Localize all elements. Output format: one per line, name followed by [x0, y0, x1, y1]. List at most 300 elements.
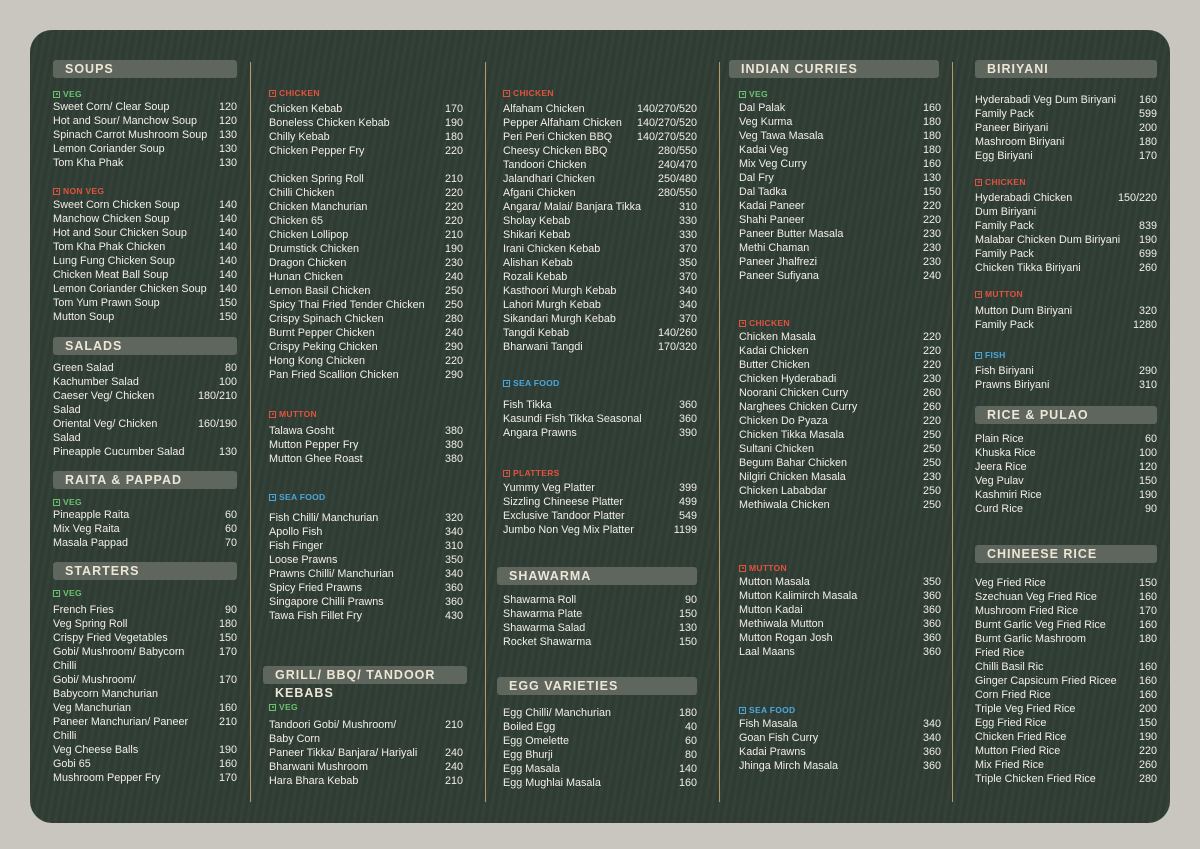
menu-item [53, 536, 237, 550]
menu-item [739, 589, 941, 603]
item-price: 310 [444, 540, 463, 552]
item-name: Paneer Jhalfrezi [739, 256, 818, 268]
item-price: 160 [1138, 675, 1157, 687]
item-price: 220 [922, 345, 941, 357]
item-name: Sweet Corn/ Clear Soup [53, 101, 170, 113]
item-name: Plain Rice [975, 433, 1024, 445]
menu-item [975, 304, 1157, 318]
item-price: 399 [678, 482, 697, 494]
item-price: 240 [922, 270, 941, 282]
item-price: 380 [444, 439, 463, 451]
item-price: 360 [678, 413, 697, 425]
item-name: Triple Veg Fried Rice [975, 703, 1076, 715]
item-name: Egg Bhurji [503, 749, 553, 761]
menu-item-list [269, 424, 463, 466]
item-name: Nilgiri Chicken Masala [739, 471, 846, 483]
menu-item [53, 100, 237, 114]
item-price: 180 [922, 144, 941, 156]
menu-item [739, 227, 941, 241]
item-name: Burnt Garlic Veg Fried Rice [975, 619, 1106, 631]
menu-item [503, 270, 697, 284]
menu-item [739, 717, 941, 731]
item-price: 230 [922, 242, 941, 254]
item-price: 120 [218, 115, 237, 127]
menu-item-list [975, 93, 1157, 163]
item-name: Tom Kha Phak [53, 157, 124, 169]
item-price: 160 [922, 158, 941, 170]
subheading-label: SEA FOOD [749, 705, 796, 715]
diet-indicator-icon [739, 91, 746, 98]
menu-item [975, 378, 1157, 392]
diet-indicator-icon [269, 411, 276, 418]
item-name: Chicken Meat Ball Soup [53, 269, 169, 281]
item-name: Veg Spring Roll [53, 618, 128, 630]
item-name: Chicken Tikka Masala [739, 429, 845, 441]
item-name: Lung Fung Chicken Soup [53, 255, 175, 267]
menu-item [503, 426, 697, 440]
item-price: 260 [922, 387, 941, 399]
item-name: Hunan Chicken [269, 271, 343, 283]
item-name: Shawarma Roll [503, 594, 577, 606]
item-name: Sultani Chicken [739, 443, 815, 455]
item-name: Tom Kha Phak Chicken [53, 241, 166, 253]
menu-item [739, 143, 941, 157]
item-price: 160 [1138, 94, 1157, 106]
item-name: Singapore Chilli Prawns [269, 596, 384, 608]
menu-item [739, 645, 941, 659]
diet-indicator-icon [739, 565, 746, 572]
menu-item [739, 213, 941, 227]
item-name: Loose Prawns [269, 554, 338, 566]
diet-indicator-icon [269, 90, 276, 97]
menu-item [739, 759, 941, 773]
menu-item [975, 219, 1157, 233]
item-price: 160 [218, 758, 237, 770]
item-price: 140/270/520 [636, 103, 697, 115]
menu-item [53, 128, 237, 142]
item-price: 150 [1138, 577, 1157, 589]
menu-item [503, 748, 697, 762]
item-price: 360 [922, 746, 941, 758]
menu-item [269, 312, 463, 326]
item-price: 380 [444, 425, 463, 437]
item-price: 350 [922, 576, 941, 588]
menu-item-list [975, 304, 1157, 332]
menu-item [503, 734, 697, 748]
menu-item [975, 191, 1157, 219]
menu-item [503, 635, 697, 649]
menu-item [739, 115, 941, 129]
item-name: Shahi Paneer [739, 214, 805, 226]
subheading-sea-food [739, 704, 795, 716]
item-name: Yummy Veg Platter [503, 482, 595, 494]
menu-item [269, 186, 463, 200]
item-name: Lemon Basil Chicken [269, 285, 371, 297]
item-price: 160 [1138, 661, 1157, 673]
item-name: Methiwala Mutton [739, 618, 824, 630]
item-name: Curd Rice [975, 503, 1024, 515]
item-price: 360 [444, 582, 463, 594]
menu-item [53, 645, 237, 673]
menu-item [503, 762, 697, 776]
item-name: Sikandari Murgh Kebab [503, 313, 616, 325]
menu-item [503, 523, 697, 537]
item-name: Boneless Chicken Kebab [269, 117, 390, 129]
menu-item [269, 256, 463, 270]
item-price: 220 [444, 201, 463, 213]
item-price: 70 [224, 537, 237, 549]
menu-item [53, 603, 237, 617]
menu-item [975, 604, 1157, 618]
menu-item [269, 298, 463, 312]
item-price: 200 [1138, 122, 1157, 134]
item-name: Kadai Prawns [739, 746, 806, 758]
item-price: 250 [922, 485, 941, 497]
menu-item [53, 254, 237, 268]
menu-item [269, 539, 463, 553]
menu-item [975, 488, 1157, 502]
diet-indicator-icon [503, 90, 510, 97]
menu-item [53, 743, 237, 757]
menu-item [975, 502, 1157, 516]
menu-item [269, 438, 463, 452]
item-name: Hot and Sour Chicken Soup [53, 227, 187, 239]
diet-indicator-icon [975, 352, 982, 359]
menu-item [975, 590, 1157, 604]
item-price: 170 [218, 772, 237, 784]
item-price: 430 [444, 610, 463, 622]
menu-item [269, 130, 463, 144]
item-name: Lemon Coriander Soup [53, 143, 165, 155]
item-price: 210 [444, 719, 463, 731]
diet-indicator-icon [739, 707, 746, 714]
item-name: Chicken Lababdar [739, 485, 827, 497]
item-name: Irani Chicken Kebab [503, 243, 601, 255]
menu-item [975, 247, 1157, 261]
item-price: 290 [1138, 365, 1157, 377]
item-price: 100 [218, 376, 237, 388]
item-name: Spicy Fried Prawns [269, 582, 363, 594]
item-price: 499 [678, 496, 697, 508]
subheading-mutton [739, 562, 787, 574]
item-name: Hara Bhara Kebab [269, 775, 359, 787]
menu-item-list [739, 717, 941, 773]
menu-item [503, 256, 697, 270]
subheading-platters [503, 467, 560, 479]
item-name: Mutton Ghee Roast [269, 453, 363, 465]
item-name: Chicken Fried Rice [975, 731, 1067, 743]
menu-board [30, 30, 1170, 823]
item-name: Burnt Pepper Chicken [269, 327, 375, 339]
subheading-label: MUTTON [985, 289, 1023, 299]
menu-item [503, 130, 697, 144]
item-price: 210 [444, 229, 463, 241]
section-heading-soups: SOUPS [53, 60, 237, 78]
item-price: 240 [444, 747, 463, 759]
item-price: 180 [678, 707, 697, 719]
item-name: Crispy Peking Chicken [269, 341, 378, 353]
item-price: 140/260 [657, 327, 697, 339]
item-name: Alishan Kebab [503, 257, 573, 269]
item-price: 230 [922, 471, 941, 483]
menu-item [53, 715, 237, 743]
diet-indicator-icon [53, 499, 60, 506]
item-price: 140/270/520 [636, 131, 697, 143]
menu-item-list [503, 481, 697, 537]
item-price: 170 [218, 674, 237, 686]
item-name: Sholay Kebab [503, 215, 571, 227]
menu-item-list [269, 511, 463, 623]
item-name: Noorani Chicken Curry [739, 387, 849, 399]
item-name: Triple Chicken Fried Rice [975, 773, 1096, 785]
menu-item [269, 595, 463, 609]
item-price: 160 [678, 777, 697, 789]
item-price: 180 [922, 130, 941, 142]
item-name: Bharwani Mushroom [269, 761, 369, 773]
item-price: 60 [224, 509, 237, 521]
menu-item [739, 344, 941, 358]
menu-item [503, 116, 697, 130]
subheading-veg [739, 88, 768, 100]
menu-item-list [975, 432, 1157, 516]
section-heading-shawarma: SHAWARMA [497, 567, 697, 585]
item-price: 370 [678, 271, 697, 283]
item-price: 100 [1138, 447, 1157, 459]
item-price: 150 [678, 608, 697, 620]
item-name: Kashmiri Rice [975, 489, 1042, 501]
item-price: 330 [678, 215, 697, 227]
item-price: 150/220 [1117, 192, 1157, 204]
menu-item [53, 240, 237, 254]
item-price: 340 [444, 568, 463, 580]
diet-indicator-icon [53, 590, 60, 597]
item-name: Pineapple Raita [53, 509, 130, 521]
diet-indicator-icon [975, 291, 982, 298]
item-price: 210 [444, 775, 463, 787]
item-price: 220 [1138, 745, 1157, 757]
menu-item-list [975, 576, 1157, 786]
subheading-label: SEA FOOD [279, 492, 326, 502]
menu-item [269, 452, 463, 466]
item-price: 260 [1138, 262, 1157, 274]
item-name: Chicken 65 [269, 215, 324, 227]
item-name: Pan Fried Scallion Chicken [269, 369, 399, 381]
item-name: Prawns Chilli/ Manchurian [269, 568, 394, 580]
menu-item [53, 522, 237, 536]
item-name: Family Pack [975, 220, 1034, 232]
menu-item [269, 340, 463, 354]
item-price: 40 [684, 721, 697, 733]
menu-item [739, 470, 941, 484]
item-price: 130 [218, 129, 237, 141]
item-name: Kadai Veg [739, 144, 789, 156]
item-name: Burnt Garlic Mashroom Fried Rice [975, 633, 1087, 659]
menu-item-list [503, 398, 697, 440]
item-name: Hyderabadi Chicken Dum Biriyani [975, 192, 1073, 218]
menu-item-list [53, 508, 237, 550]
item-name: Narghees Chicken Curry [739, 401, 858, 413]
item-name: Kadai Paneer [739, 200, 805, 212]
menu-item [975, 772, 1157, 786]
item-price: 120 [1138, 461, 1157, 473]
menu-item [53, 310, 237, 324]
subheading-mutton [269, 408, 317, 420]
item-price: 140 [678, 763, 697, 775]
menu-item [269, 200, 463, 214]
column-divider [719, 62, 720, 802]
subheading-chicken [269, 87, 320, 99]
item-price: 230 [444, 257, 463, 269]
diet-indicator-icon [503, 470, 510, 477]
item-name: Szechuan Veg Fried Rice [975, 591, 1097, 603]
item-name: Chicken Manchurian [269, 201, 368, 213]
menu-item [53, 375, 237, 389]
item-price: 140 [218, 199, 237, 211]
item-price: 340 [922, 718, 941, 730]
menu-item [975, 107, 1157, 121]
item-price: 180 [1138, 633, 1157, 645]
item-price: 220 [922, 214, 941, 226]
menu-item [975, 716, 1157, 730]
item-price: 170/320 [657, 341, 697, 353]
item-name: Oriental Veg/ Chicken Salad [53, 418, 158, 444]
item-name: Chicken Masala [739, 331, 816, 343]
menu-item [975, 135, 1157, 149]
item-price: 150 [1138, 475, 1157, 487]
item-price: 250/480 [657, 173, 697, 185]
menu-item [739, 255, 941, 269]
section-heading-salads: SALADS [53, 337, 237, 355]
menu-item [269, 116, 463, 130]
item-name: Dragon Chicken [269, 257, 347, 269]
item-name: Paneer Butter Masala [739, 228, 844, 240]
item-price: 80 [684, 749, 697, 761]
menu-item [269, 760, 463, 774]
item-name: Pineapple Cucumber Salad [53, 446, 185, 458]
item-name: Laal Maans [739, 646, 795, 658]
item-name: Chilli Basil Ric [975, 661, 1044, 673]
menu-item [269, 102, 463, 116]
menu-item [53, 631, 237, 645]
subheading-label: VEG [63, 588, 82, 598]
item-price: 150 [218, 297, 237, 309]
menu-item [269, 368, 463, 382]
menu-item-list [269, 718, 463, 788]
menu-item [975, 432, 1157, 446]
subheading-sea-food [503, 377, 559, 389]
item-price: 60 [1144, 433, 1157, 445]
item-name: Crispy Fried Vegetables [53, 632, 168, 644]
item-name: Methi Chaman [739, 242, 810, 254]
menu-item [503, 398, 697, 412]
item-name: Sizzling Chineese Platter [503, 496, 624, 508]
item-name: Paneer Sufiyana [739, 270, 819, 282]
menu-item [975, 149, 1157, 163]
diet-indicator-icon [53, 91, 60, 98]
menu-item [269, 746, 463, 760]
item-name: Egg Fried Rice [975, 717, 1047, 729]
menu-item [53, 701, 237, 715]
menu-item [503, 481, 697, 495]
menu-item [503, 172, 697, 186]
menu-item [739, 442, 941, 456]
subheading-chicken [503, 87, 554, 99]
item-price: 220 [444, 187, 463, 199]
menu-item [503, 326, 697, 340]
item-price: 370 [678, 313, 697, 325]
item-price: 360 [678, 399, 697, 411]
menu-item [739, 372, 941, 386]
item-name: Butter Chicken [739, 359, 810, 371]
item-price: 360 [922, 646, 941, 658]
item-name: Prawns Biriyani [975, 379, 1050, 391]
item-price: 549 [678, 510, 697, 522]
item-name: Chilly Kebab [269, 131, 330, 143]
item-name: Chicken Tikka Biriyani [975, 262, 1081, 274]
item-price: 90 [684, 594, 697, 606]
section-heading-indian-curries: INDIAN CURRIES [729, 60, 939, 78]
menu-item [739, 428, 941, 442]
item-price: 280 [1138, 773, 1157, 785]
item-price: 170 [444, 103, 463, 115]
column-divider [952, 62, 953, 802]
subheading-label: SEA FOOD [513, 378, 560, 388]
item-name: Chicken Hyderabadi [739, 373, 837, 385]
item-price: 250 [444, 285, 463, 297]
item-name: Crispy Spinach Chicken [269, 313, 384, 325]
menu-item [739, 241, 941, 255]
item-price: 130 [678, 622, 697, 634]
menu-item [269, 609, 463, 623]
item-name: Family Pack [975, 319, 1034, 331]
item-name: Methiwala Chicken [739, 499, 830, 511]
menu-item [739, 575, 941, 589]
menu-item-list [739, 575, 941, 659]
menu-item [739, 498, 941, 512]
menu-item [739, 484, 941, 498]
subheading-veg [53, 88, 82, 100]
item-name: Goan Fish Curry [739, 732, 819, 744]
menu-item [503, 621, 697, 635]
item-price: 150 [218, 632, 237, 644]
item-name: Exclusive Tandoor Platter [503, 510, 625, 522]
item-price: 290 [444, 341, 463, 353]
item-price: 220 [444, 355, 463, 367]
item-name: Fish Masala [739, 718, 798, 730]
item-name: Chicken Kebab [269, 103, 343, 115]
item-price: 210 [444, 173, 463, 185]
item-price: 250 [922, 499, 941, 511]
item-name: Shikari Kebab [503, 229, 571, 241]
menu-item [269, 525, 463, 539]
menu-item [53, 268, 237, 282]
menu-item [739, 157, 941, 171]
menu-item [739, 171, 941, 185]
item-name: Chicken Do Pyaza [739, 415, 828, 427]
item-name: Egg Omelette [503, 735, 570, 747]
subheading-label: FISH [985, 350, 1006, 360]
item-price: 120 [218, 101, 237, 113]
item-name: Shawarma Plate [503, 608, 583, 620]
item-price: 220 [444, 145, 463, 157]
item-price: 320 [444, 512, 463, 524]
item-name: Drumstick Chicken [269, 243, 359, 255]
item-price: 180/210 [197, 390, 237, 402]
menu-item [503, 144, 697, 158]
menu-item [739, 358, 941, 372]
item-name: Mutton Pepper Fry [269, 439, 359, 451]
menu-item [269, 214, 463, 228]
